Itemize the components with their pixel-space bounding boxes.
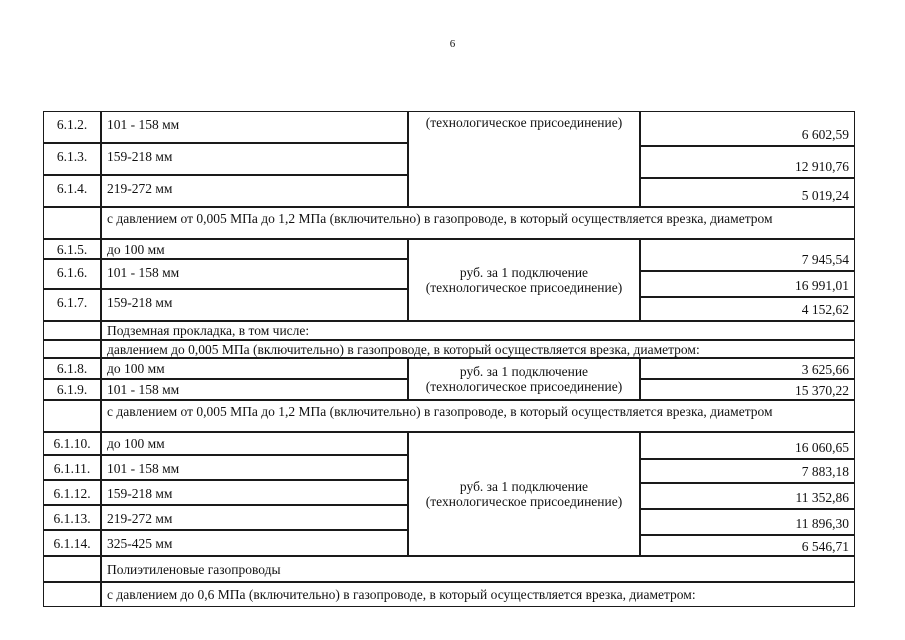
row-number [43,321,101,340]
unit-cell: руб. за 1 подключение (технологическое присоединение) [408,432,640,556]
unit-cell: руб. за 1 подключение (технологическое присоединение) [408,239,640,321]
row-number: 6.1.2. [43,111,101,143]
row-description: до 100 мм [101,239,408,259]
row-number: 6.1.3. [43,143,101,175]
row-number: 6.1.7. [43,289,101,321]
row-description: 101 - 158 мм [101,259,408,289]
section-header: Полиэтиленовые газопроводы [101,556,855,582]
row-description: 101 - 158 мм [101,379,408,400]
row-number: 6.1.11. [43,455,101,480]
value-cell: 5 019,24 [640,178,855,207]
row-description: 101 - 158 мм [101,455,408,480]
value-cell: 12 910,76 [640,146,855,178]
unit-cell: руб. за 1 подключение (технологическое присоединение) [408,358,640,400]
row-number: 6.1.9. [43,379,101,400]
unit-cell: (технологическое присоединение) [408,111,640,207]
value-cell: 3 625,66 [640,358,855,379]
row-description: 159-218 мм [101,289,408,321]
row-description: 159-218 мм [101,143,408,175]
value-cell: 6 546,71 [640,535,855,556]
row-number: 6.1.6. [43,259,101,289]
row-description: 159-218 мм [101,480,408,505]
value-cell: 16 060,65 [640,432,855,459]
value-cell: 15 370,22 [640,379,855,400]
value-cell: 4 152,62 [640,297,855,321]
value-cell: 7 883,18 [640,459,855,483]
row-number [43,340,101,358]
row-number [43,556,101,582]
row-number [43,400,101,432]
value-cell: 11 896,30 [640,509,855,535]
row-number: 6.1.10. [43,432,101,455]
row-description: 101 - 158 мм [101,111,408,143]
value-cell: 16 991,01 [640,271,855,297]
row-description: 219-272 мм [101,175,408,207]
section-header: Подземная прокладка, в том числе: [101,321,855,340]
value-cell: 11 352,86 [640,483,855,509]
row-description: до 100 мм [101,358,408,379]
page-number: 6 [449,38,456,50]
row-description: 219-272 мм [101,505,408,530]
row-number: 6.1.13. [43,505,101,530]
row-number: 6.1.5. [43,239,101,259]
section-header: давлением до 0,005 МПа (включительно) в газопроводе, в который осуществляется врезка, диаметром: [101,340,855,358]
tariff-table [43,111,855,607]
row-number: 6.1.14. [43,530,101,556]
row-number [43,207,101,239]
row-number: 6.1.8. [43,358,101,379]
value-cell: 7 945,54 [640,239,855,271]
row-number: 6.1.4. [43,175,101,207]
section-header: с давлением от 0,005 МПа до 1,2 МПа (включительно) в газопроводе, в который осуществляется врезка, диаметром [101,400,855,432]
row-description: до 100 мм [101,432,408,455]
value-cell: 6 602,59 [640,111,855,146]
section-header: с давлением от 0,005 МПа до 1,2 МПа (включительно) в газопроводе, в который осуществляется врезка, диаметром [101,207,855,239]
section-header: с давлением до 0,6 МПа (включительно) в газопроводе, в который осуществляется врезка, диаметром: [101,582,855,607]
row-number: 6.1.12. [43,480,101,505]
row-number [43,582,101,607]
row-description: 325-425 мм [101,530,408,556]
